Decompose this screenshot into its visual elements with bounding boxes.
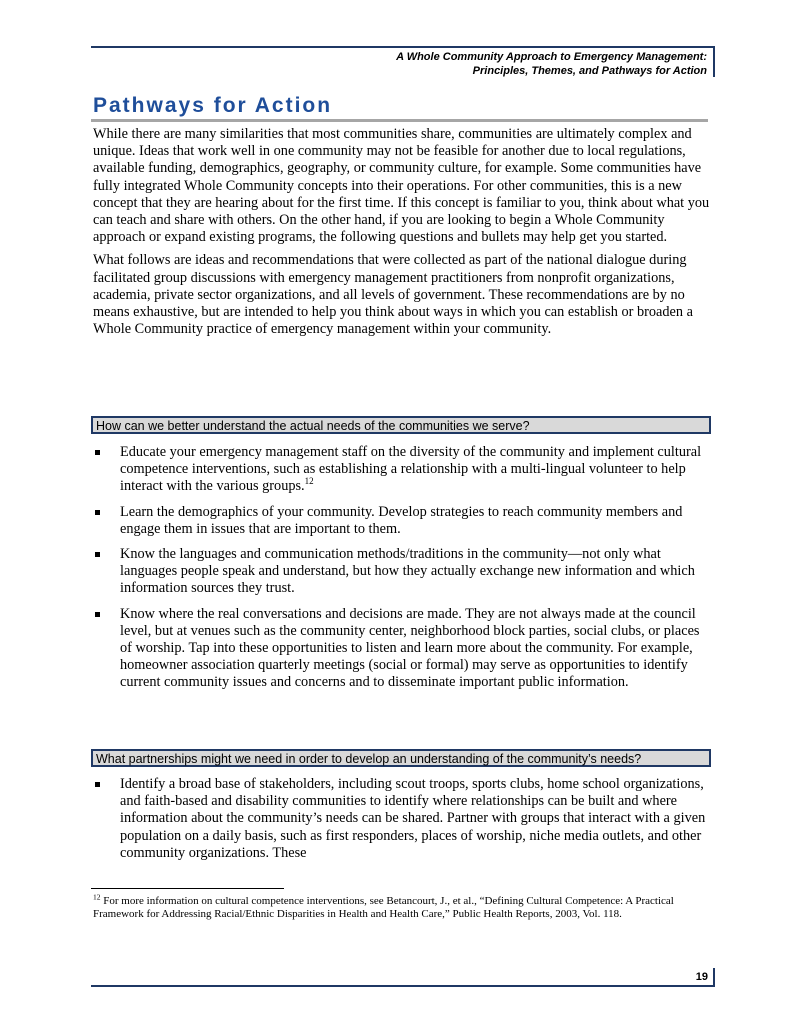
footnote-text: For more information on cultural competence interventions, see Betancourt, J., et al., “Defining Cultural Competence: A Practical Framework for Addressing Racial/Ethnic Disparities in Health and Health Care,” Public Health Reports, 2003, Vol. 118. xyxy=(93,895,674,920)
footnote-reference: 12 xyxy=(304,476,314,487)
list-item xyxy=(93,776,711,862)
bullet-text: Know the languages and communication methods/traditions in the community—not only what languages people speak and understand, but how they actually exchange new information and which information sources they trust. xyxy=(120,546,695,597)
bullet-text: Educate your emergency management staff on the diversity of the community and implement cultural competence interventions, such as establishing a relationship with a multi-lingual volunteer to help interact with the various groups. xyxy=(120,444,702,495)
header-vertical-rule xyxy=(713,46,715,77)
running-header-line2: Principles, Themes, and Pathways for Action xyxy=(472,65,707,77)
footer-rule xyxy=(91,985,715,987)
intro-text xyxy=(93,126,711,344)
bullet-marker xyxy=(95,782,100,787)
page-number: 19 xyxy=(695,971,708,983)
bullet-text: Learn the demographics of your community. Develop strategies to reach community members and engage them in issues that are important to them. xyxy=(120,503,683,537)
bullet-marker xyxy=(95,510,100,515)
bullet-text: Know where the real conversations and decisions are made. They are not always made at the council level, but at venues such as the community center, neighborhood block parties, social clubs, or places of worship. Tap into these opportunities to listen and learn more about the community. For example, homeowner association quarterly meetings (social or formal) may serve as opportunities to identify current community issues and concerns and to disseminate important public information. xyxy=(120,605,700,691)
running-header xyxy=(300,50,707,78)
title-underline xyxy=(91,119,708,122)
running-header-line1: A Whole Community Approach to Emergency Management: xyxy=(396,51,707,63)
question-box-2: What partnerships might we need in order to develop an understanding of the community’s needs? xyxy=(91,749,711,767)
header-rule xyxy=(91,46,715,48)
question-box-1: How can we better understand the actual needs of the communities we serve? xyxy=(91,416,711,434)
bullet-text: Identify a broad base of stakeholders, including scout troops, sports clubs, home school organizations, and faith-based and disability communities to identify where relationships can be built and where information about the community’s needs can be shared. Partner with groups that interact with a given population on a daily basis, such as first responders, places of worship, niche media outlets, and other community organizations. These xyxy=(120,776,706,861)
section2-bullets xyxy=(93,776,711,870)
list-item xyxy=(93,444,711,496)
intro-paragraph-1: While there are many similarities that most communities share, communities are ultimately complex and unique. Ideas that work well in one community may not be feasible for another due to local regulations, available funding, demographics, geography, or community culture, for example. Some communities have fully integrated Whole Community concepts into their operations. For other communities, this is a new concept that they are hearing about for the first time. If this concept is familiar to you, think about what you can teach and share with others. On the other hand, if you are looking to begin a Whole Community approach or expand existing programs, the following questions and bullets may help get you started. xyxy=(93,126,710,246)
bullet-marker xyxy=(95,552,100,557)
list-item xyxy=(93,504,711,538)
list-item xyxy=(93,546,711,598)
section1-bullets xyxy=(93,444,711,700)
footnote-separator xyxy=(91,888,284,889)
list-item xyxy=(93,606,711,692)
bullet-marker xyxy=(95,450,100,455)
footer-vertical-rule xyxy=(713,968,715,987)
page-title: Pathways for Action xyxy=(93,94,333,117)
footnote-number: 12 xyxy=(93,892,101,902)
footnote xyxy=(93,892,713,921)
intro-paragraph-2: What follows are ideas and recommendations that were collected as part of the national dialogue during facilitated group discussions with emergency management practitioners from nonprofit organizations, academia, private sector organizations, and all levels of government. These recommendations are by no means exhaustive, but are intended to help you think about ways in which you can establish or broaden a Whole Community practice of emergency management within your community. xyxy=(93,252,693,338)
bullet-marker xyxy=(95,612,100,617)
